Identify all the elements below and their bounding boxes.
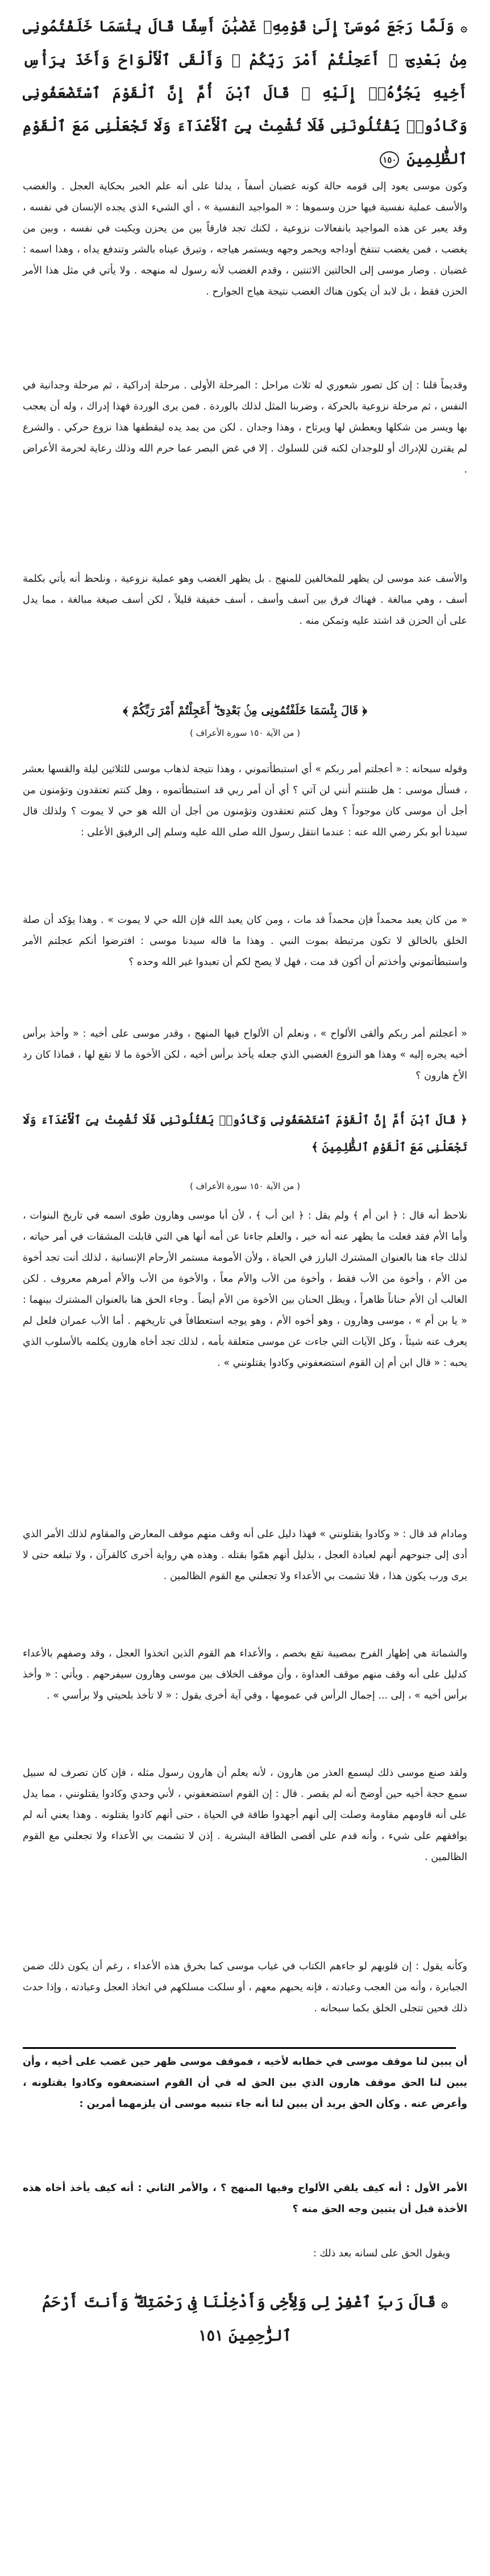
paragraph: وقوله سبحانه : « أعجلتم أمر ربكم » أي استبطأتموني ، وهذا نتيجة لذهاب موسى للثلاثين ليلة والقسها بعشر ، فسأل موسى : هل ظننتم أنني لن آتي ؟ أي أن أمر ربي قد استبطأتموه ، وهل كنتم تعتقدون وتؤمنون من أجل أن موسى كان موجوداً ؟ وهل كنتم تعتقدون وتؤمنون من أجل أن الله هو حي لا يموت ؟ ولذلك قال سيدنا أبو بكر رضي الله عنه : عندما انتقل رسول الله صلى الله عليه وسلم إلى الرفيق الأعلى : (23, 764, 467, 838)
commentary-section-10 (23, 1763, 467, 1868)
quran-verse (23, 10, 467, 176)
paragraph: أن يبين لنا موقف موسى في خطابه لأخيه ، فموقف موسى ظهر حين غضب على أخيه ، وأن يبين لنا الحق موقف هارون الذي بين الحق له في أن القوم استضعفوه وكادوا يقتلونه ، وأعرض عنه . وكأن الحق يريد أن يبين لنا أنه جاء تنبيه موسى أن يلزمهما أمرين : (23, 2056, 467, 2110)
quran-verse (23, 2286, 467, 2353)
commentary-section-1 (23, 176, 467, 303)
paragraph: والأسف عند موسى لن يظهر للمخالفين للمنهج . بل يظهر الغضب وهو عملية نزوعية ، ونلحظ أنه يأتي بكلمة أسف ، وهي مبالغة . فهناك فرق بين آسف وأسف ، أسف خفيفة قليلاً ، لكن أسف صيغة مبالغة ، مما يدل على أن الحزن قد اشتد عليه وتمكن منه . (23, 573, 467, 627)
verse-block-bottom (23, 2286, 467, 2353)
verse-block-top (23, 10, 467, 176)
paragraph: وكون موسى يعود إلى قومه حالة كونه غضبان أسفاً ، يدلنا على أنه علم الخبر بحكاية العجل . والغضب والأسف عملية نفسية فيها حزن وسموها : « المواجيد النفسية » ، أي الشيء الذي يجده الإنسان في نفسه ، وقد يعبر عن هذه المواجيد بانفعالات نزوعية ، لكنك تجد فارقاً بين من يحزن ويكبت في نفسه ، وبين من يغضب ، فمن يغضب تنتفخ أوداجه ويحمر وجهه ويستمر هياجه ، وتبرق عيناه بالشر وتندفع يداه ، وهذا اسمه : غضبان . وصار موسى إلى الحالتين الاثنتين ، وقدم الغضب لأنه رسول له منهجه . ولا يأتي في مثل هذا الأمر الحزن فقط ، بل لابد أن يكون هناك الغضب نتيجة هياج الجوارح . (23, 181, 467, 297)
commentary-section-9 (23, 1643, 467, 1707)
commentary-section-5 (23, 910, 467, 973)
paragraph: « أعجلتم أمر ربكم وألقى الألواح » ، ونعلم أن الألواح فيها المنهج ، وقدر موسى على أخيه : « وأخذ برأس أخيه يجره إليه » وهذا هو النزوع الغضبي الذي جعله يأخذ برأس أخيه ، لكن الأخوة ما لا تقع لها ، فماذا كان رد الأخ هارون ؟ (23, 1028, 467, 1082)
commentary-section-14 (23, 2243, 467, 2264)
commentary-section-13 (23, 2178, 467, 2220)
verse-reference: ( من الآية ١٥٠ سورة الأعراف ) (190, 1181, 300, 1191)
paragraph: نلاحظ أنه قال : ﴿ ابن أم ﴾ ولم يقل : ﴿ ابن أب ﴾ ، لأن أبا موسى وهارون طوى اسمه في تاريخ البنوات ، وأما الأم فقد فعلت ما يظهر عنه أنه خير ، والعلم جاءنا عن أمه أنها هي التي قابلت المشقات في أمر حياته ، لذلك جاء هنا بالعنوان المشترك البارز في الحياة ، ولأن الأمومة مستمر الأرحام الإنسانية ، لذلك أنت تجد أخوة من الأم ، وأخوة من الأب فقط ، وأخوة من الأب والأم معاً ، والأخوة من الأب والأم أمرهم معروف . لكن الغالب أن الأم حناناً ظاهراً ، ويظل الحنان بين الأخوة من الأم أيضاً . وجاء الحق هنا بالعنوان المشترك بينهما : « يا بن أم » ، موسى وهارون ، وهو أخوه الأم ، وهو يوجه استعطافاً في تاريخهم . أما الأب عمران فلعل لم يعرف عنه شيئاً ، وكل الآيات التي جاءت عن موسى متعلقة بأمه ، لذلك تجد أخاه هارون يكلمه بالأسلوب الذي يحبه : « قال ابن أم إن القوم استضعفوني وكادوا يقتلونني » . (23, 1210, 467, 1369)
commentary-section-11 (23, 1956, 467, 2019)
verse-reference: ( من الآية ١٥٠ سورة الأعراف ) (190, 728, 300, 738)
ayah-number: ١٥١ (198, 2327, 223, 2345)
quote-block-1 (23, 697, 467, 742)
commentary-section-3 (23, 569, 467, 632)
verse-text: قَالَ رَبِّ ٱغْفِرْ لِى وَلِأَخِى وَأَدْخِلْنَا فِى رَحْمَتِكَ ۖ وَأَنتَ أَرْحَمُ ٱلرَّٰحِمِينَ (42, 2293, 436, 2345)
commentary-section-8 (23, 1524, 467, 1587)
reference-block-2 (23, 1177, 467, 1195)
paragraph: ويقول الحق على لسانه بعد ذلك : (313, 2248, 450, 2259)
ayah-number: ١٥٠ (380, 151, 399, 168)
commentary-section-4 (23, 759, 467, 843)
paragraph: وقديماً قلنا : إن كل تصور شعوري له ثلاث مراحل : المرحلة الأولى . مرحلة إدراكية ، ثم مرحلة وجدانية في النفس ، ثم مرحلة نزوعية بالحركة ، وضربنا المثل لذلك بالوردة . فمن يرى الوردة فهذا إدراك ، وله أن يعجب بها ويسر من شكلها ويعطش لها ويرتاح ، وهذا وجدان . لكن من يمد يده ليقطفها هذا نزوع حركي . والشرع لم يقترن للإدراك أو للوجدان لكنه قنن للسلوك . إلا في غض البصر عما حرم الله وذلك رعاية لحرمة الأعراض . (23, 380, 467, 475)
quote-block-2 (23, 1106, 467, 1161)
paragraph: والشماتة هي إظهار الفرح بمصيبة تقع بخصم ، والأعداء هم القوم الذين اتخذوا العجل ، وقد وصفهم بالأعداء كدليل على أنه وقف منهم موقف العداوة ، وأن موقف الخلاف بين موسى وهارون سيفرحهم . ويأتي : « وأخذ برأس أخيه » ، إلى ... إجمال الرأس في عمومها ، وفي آية أخرى يقول : « لا تأخذ بلحيتي ولا برأسي » . (23, 1648, 467, 1701)
commentary-section-2 (23, 375, 467, 481)
quran-quote: ﴿ قَالَ بِئْسَمَا خَلَفْتُمُونِى مِنۢ بَعْدِىٓ ۖ أَعَجِلْتُمْ أَمْرَ رَبِّكُمْ ﴾ (123, 703, 367, 717)
ornament-icon: ۞ (460, 20, 467, 34)
ornament-icon: ۞ (441, 2296, 448, 2310)
paragraph: « من كان يعبد محمداً فإن محمداً قد مات ، ومن كان يعبد الله فإن الله حي لا يموت » . وهذا يؤكد أن صلة الخلق بالخالق لا تكون مرتبطة بموت النبي . وهذا ما قاله سيدنا موسى : افترضوا أنكم عجلتم الأمر واستبطأتموني وأخذتم أن أكون قد مت ، فهل لا يصح لكم أن تعبدوا غير الله وحده ؟ (23, 914, 467, 968)
verse-text: وَلَمَّا رَجَعَ مُوسَىٰٓ إِلَىٰ قَوْمِهِۦ غَضْبَٰنَ أَسِفًا قَالَ بِئْسَمَا خَلَفْتُمُونِى مِنۢ بَعْدِىٓ ۖ أَعَجِلْتُمْ أَمْرَ رَبِّكُمْ ۖ وَأَلْقَى ٱلْأَلْوَاحَ وَأَخَذَ بِرَأْسِ أَخِيهِ يَجُرُّهُۥٓ إِلَيْهِ ۚ قَالَ ٱبْنَ أُمَّ إِنَّ ٱلْقَوْمَ ٱسْتَضْعَفُونِى وَكَادُوا۟ يَقْتُلُونَنِى فَلَا تُشْمِتْ بِىَ ٱلْأَعْدَآءَ وَلَا تَجْعَلْنِى مَعَ ٱلْقَوْمِ ٱلظَّٰلِمِينَ (23, 18, 467, 168)
commentary-section-12 (23, 2052, 467, 2115)
commentary-section-7 (23, 1206, 467, 1374)
paragraph: ولقد صنع موسى ذلك ليسمع العذر من هارون ، لأنه يعلم أن هارون رسول مثله ، فإن كان تصرف له سبيل سمع حجة أخيه حين أوضح أنه لم يقصر . قال : إن القوم استضعفوني ، لأني وحدي وكادوا يقتلونني ، مما يدل على أنه قاومهم مقاومة وصلت إلى أنهم أجهدوا طاقة في الحياة ، حتى أنهم كادوا يقتلونه . وهذا يعني أنه لم يوافقهم على شيء ، وأنه قدم على أقصى الطاقة البشرية . إذن لا تشمت بي الأعداء ولا تجعلني مع القوم الظالمين . (23, 1767, 467, 1863)
divider (23, 2047, 456, 2049)
commentary-section-6 (23, 1024, 467, 1087)
quran-quote: ﴿ قَالَ ٱبْنَ أُمَّ إِنَّ ٱلْقَوْمَ ٱسْتَضْعَفُونِى وَكَادُوا۟ يَقْتُلُونَنِى فَلَا تُشْمِتْ بِىَ ٱلْأَعْدَآءَ وَلَا تَجْعَلْنِى مَعَ ٱلْقَوْمِ ٱلظَّٰلِمِينَ ﴾ (23, 1113, 467, 1154)
paragraph: الأمر الأول : أنه كيف يلقي الألواح وفيها المنهج ؟ ، والأمر الثاني : أنه كيف يأخذ أخاه هذه الأخذة قبل أن يتبين وجه الحق منه ؟ (23, 2182, 467, 2215)
paragraph: ومادام قد قال : « وكادوا يقتلونني » فهذا دليل على أنه وقف منهم موقف المعارض والمقاوم لذلك الأمر الذي أدى إلى جنوحهم أنهم لعبادة العجل ، بذليل أنهم همّوا بقتله . وهذه هي رواية أخرى كالقرآن ، ولا تبلغه حتى لا يرى ورب يكون هذا ، فلا تشمت بي الأعداء ولا تجعلني مع القوم الظالمين . (23, 1529, 467, 1582)
paragraph: وكأنه يقول : إن قلوبهم لو جاءهم الكتاب في غياب موسى كما بخرق هذه الأعداء ، رغم أن يكون ذلك ضمن الجبابرة ، وأنه من العجب وعبادته ، فإنه يحبهم معهم ، أو سلكت مسلكهم في اتخاذ العجل وعبادته ، وإذا حدث ذلك فحين تتجلى الخلق بكما سبحانه . (23, 1961, 467, 2014)
